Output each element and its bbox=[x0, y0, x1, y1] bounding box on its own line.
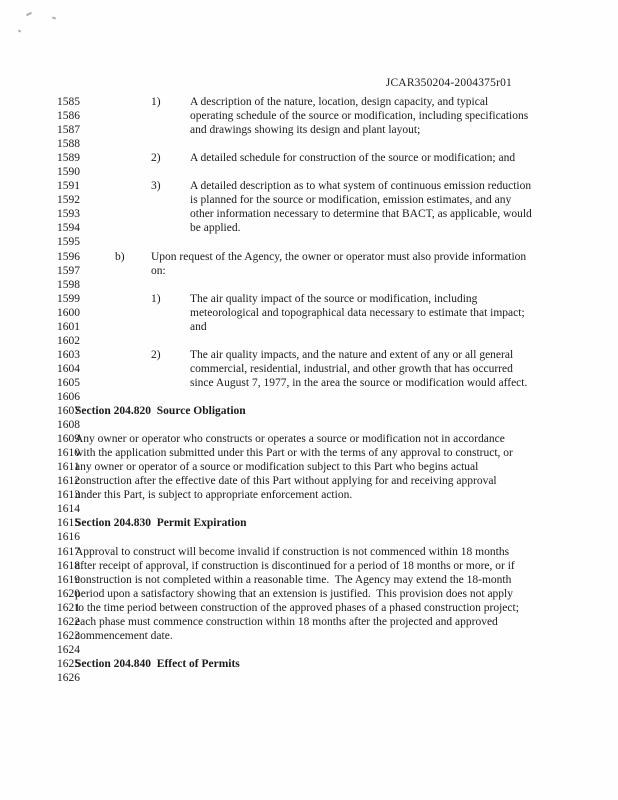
line-number: 1585 bbox=[57, 96, 80, 108]
document-reference: JCAR350204-2004375r01 bbox=[385, 77, 512, 89]
document-line bbox=[0, 123, 618, 137]
document-body bbox=[0, 95, 618, 685]
document-line bbox=[0, 109, 618, 123]
document-line bbox=[0, 179, 618, 193]
line-number: 1597 bbox=[57, 264, 80, 277]
line-text: and drawings showing its design and plant layout; bbox=[190, 124, 421, 137]
line-number: 1589 bbox=[57, 152, 80, 165]
document-line bbox=[0, 629, 618, 643]
line-number: 1614 bbox=[57, 503, 80, 516]
line-number: 1595 bbox=[57, 236, 80, 249]
document-line bbox=[0, 432, 618, 446]
document-line bbox=[0, 601, 618, 615]
line-text: to the time period between construction of the approved phases of a phased construction project; bbox=[75, 601, 519, 614]
document-line bbox=[0, 165, 618, 179]
document-line bbox=[0, 587, 618, 601]
line-text: construction after the effective date of this Part without applying for and receiving approval bbox=[75, 475, 497, 488]
line-number: 1623 bbox=[57, 629, 80, 642]
document-line bbox=[0, 264, 618, 278]
line-number: 1592 bbox=[57, 194, 80, 207]
line-number: 1620 bbox=[57, 587, 80, 600]
line-number: 1590 bbox=[57, 166, 80, 179]
line-number: 1598 bbox=[57, 278, 80, 291]
document-line bbox=[0, 643, 618, 657]
line-number: 1591 bbox=[57, 180, 80, 193]
document-line bbox=[0, 545, 618, 559]
document-line bbox=[0, 151, 618, 165]
line-text: any owner or operator of a source or modification subject to this Part who begins actual bbox=[75, 461, 479, 474]
line-text: Section 204.820 Source Obligation bbox=[75, 405, 246, 418]
line-text: under this Part, is subject to appropriate enforcement action. bbox=[75, 489, 353, 502]
document-line bbox=[0, 657, 618, 671]
line-number: 1611 bbox=[57, 461, 80, 474]
line-number: 1594 bbox=[57, 222, 80, 235]
line-text: Approval to construct will become invalid if construction is not commenced within 18 months bbox=[75, 545, 510, 558]
line-text: A description of the nature, location, design capacity, and typical bbox=[190, 96, 489, 108]
line-number: 1603 bbox=[57, 348, 80, 361]
line-number: 1615 bbox=[57, 517, 80, 530]
line-text: other information necessary to determine that BACT, as applicable, would bbox=[190, 208, 532, 221]
document-line bbox=[0, 502, 618, 516]
line-number: 1609 bbox=[57, 433, 80, 446]
document-line bbox=[0, 516, 618, 530]
document-line bbox=[0, 362, 618, 376]
line-number: 1616 bbox=[57, 531, 80, 544]
line-text: The air quality impacts, and the nature and extent of any or all general bbox=[190, 348, 514, 361]
line-text: with the application submitted under this Part or with the terms of any approval to construct, or bbox=[75, 447, 513, 460]
document-line bbox=[0, 418, 618, 432]
line-text: construction is not completed within a reasonable time. The Agency may extend the 18-month bbox=[75, 573, 512, 586]
line-number: 1619 bbox=[57, 573, 80, 586]
line-number: 1606 bbox=[57, 390, 80, 403]
line-number: 1586 bbox=[57, 110, 80, 123]
line-number: 1622 bbox=[57, 615, 80, 628]
document-line bbox=[0, 95, 618, 109]
line-text: commercial, residential, industrial, and other growth that has occurred bbox=[190, 362, 513, 375]
list-item-label: 2) bbox=[151, 348, 161, 361]
line-text: The air quality impact of the source or modification, including bbox=[190, 292, 478, 305]
document-line bbox=[0, 530, 618, 544]
scan-artifact-mark bbox=[18, 29, 22, 32]
line-number: 1625 bbox=[57, 657, 80, 670]
line-text: meteorological and topographical data necessary to estimate that impact; bbox=[190, 306, 525, 319]
line-number: 1618 bbox=[57, 559, 80, 572]
list-item-label: 1) bbox=[151, 292, 161, 305]
line-number: 1600 bbox=[57, 306, 80, 319]
line-number: 1607 bbox=[57, 405, 80, 418]
document-line bbox=[0, 460, 618, 474]
line-number: 1612 bbox=[57, 475, 80, 488]
document-line bbox=[0, 615, 618, 629]
scan-artifact-mark bbox=[52, 16, 56, 19]
document-line bbox=[0, 671, 618, 685]
line-number: 1604 bbox=[57, 362, 80, 375]
document-line bbox=[0, 404, 618, 418]
document-line bbox=[0, 235, 618, 249]
document-line bbox=[0, 376, 618, 390]
line-text: period upon a satisfactory showing that an extension is justified. This provision does not apply bbox=[75, 587, 514, 600]
line-number: 1610 bbox=[57, 447, 80, 460]
document-line bbox=[0, 573, 618, 587]
line-number: 1626 bbox=[57, 671, 80, 684]
document-line bbox=[0, 137, 618, 151]
document-line bbox=[0, 292, 618, 306]
line-number: 1587 bbox=[57, 124, 80, 137]
list-item-label: 3) bbox=[151, 180, 161, 193]
line-number: 1599 bbox=[57, 292, 80, 305]
document-line bbox=[0, 488, 618, 502]
line-number: 1624 bbox=[57, 643, 80, 656]
list-item-label: 2) bbox=[151, 152, 161, 165]
line-number: 1613 bbox=[57, 489, 80, 502]
line-text: operating schedule of the source or modification, including specifications bbox=[190, 110, 529, 123]
line-text: since August 7, 1977, in the area the source or modification would affect. bbox=[190, 376, 528, 389]
document-line bbox=[0, 278, 618, 292]
document-line bbox=[0, 221, 618, 235]
line-text: and bbox=[190, 320, 207, 333]
line-number: 1588 bbox=[57, 138, 80, 151]
document-line bbox=[0, 390, 618, 404]
document-line bbox=[0, 348, 618, 362]
document-line bbox=[0, 306, 618, 320]
document-line bbox=[0, 250, 618, 264]
line-text: is planned for the source or modification, emission estimates, and any bbox=[190, 194, 512, 207]
line-text: on: bbox=[151, 264, 166, 277]
line-text: commencement date. bbox=[75, 629, 173, 642]
document-line bbox=[0, 446, 618, 460]
line-number: 1596 bbox=[57, 250, 80, 263]
document-line bbox=[0, 193, 618, 207]
document-line bbox=[0, 320, 618, 334]
document-line bbox=[0, 559, 618, 573]
document-line bbox=[0, 474, 618, 488]
line-text: A detailed schedule for construction of the source or modification; and bbox=[190, 152, 516, 165]
list-item-label: 1) bbox=[151, 96, 161, 108]
line-text: Section 204.840 Effect of Permits bbox=[75, 657, 240, 670]
list-item-label: b) bbox=[115, 250, 125, 263]
line-text: Section 204.830 Permit Expiration bbox=[75, 517, 247, 530]
line-text: Any owner or operator who constructs or operates a source or modification not in accordance bbox=[75, 433, 505, 446]
line-number: 1601 bbox=[57, 320, 80, 333]
line-text: A detailed description as to what system of continuous emission reduction bbox=[190, 180, 532, 193]
line-number: 1593 bbox=[57, 208, 80, 221]
line-number: 1602 bbox=[57, 334, 80, 347]
line-text: Upon request of the Agency, the owner or operator must also provide information bbox=[151, 250, 527, 263]
line-number: 1608 bbox=[57, 419, 80, 432]
document-line bbox=[0, 207, 618, 221]
line-text: each phase must commence construction within 18 months after the projected and approved bbox=[75, 615, 498, 628]
line-number: 1617 bbox=[57, 545, 80, 558]
line-text: after receipt of approval, if construction is discontinued for a period of 18 months or more, or if bbox=[75, 559, 515, 572]
scan-artifact-mark bbox=[26, 12, 32, 17]
line-text: be applied. bbox=[190, 222, 241, 235]
document-line bbox=[0, 334, 618, 348]
line-number: 1605 bbox=[57, 376, 80, 389]
line-number: 1621 bbox=[57, 601, 80, 614]
